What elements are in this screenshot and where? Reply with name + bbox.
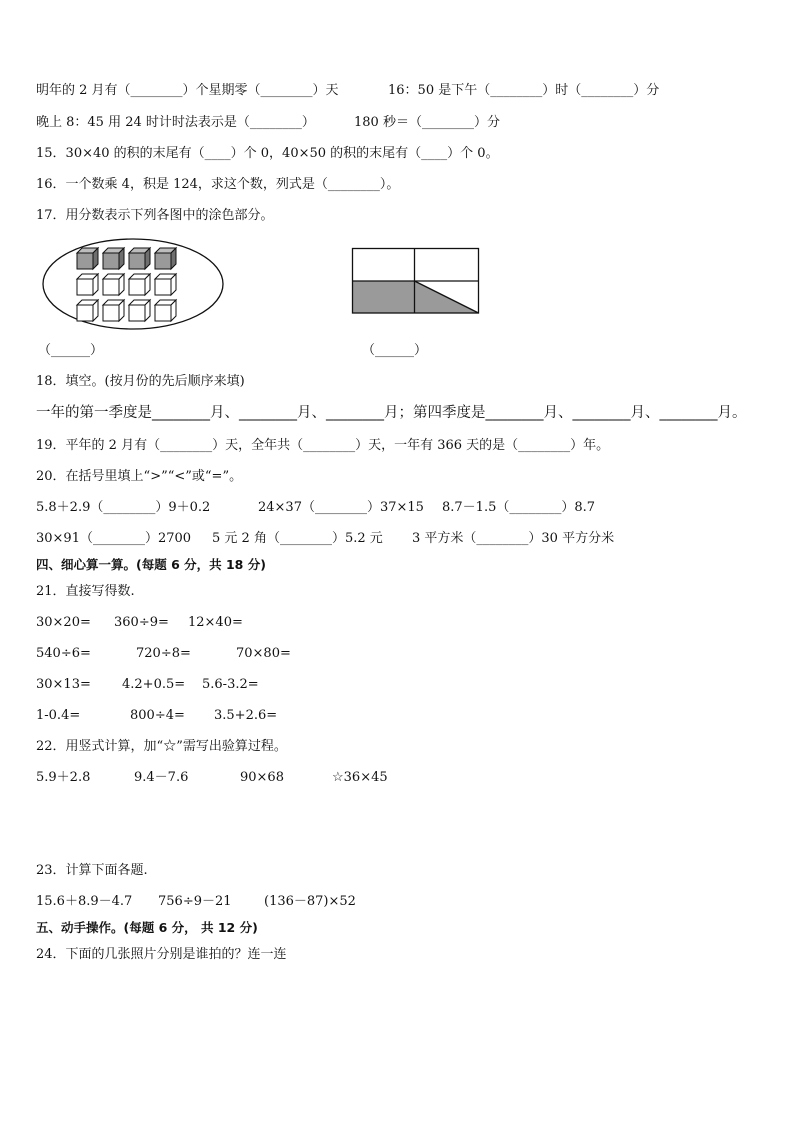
seconds-question: 180 秒＝（________）分	[354, 115, 500, 130]
oral-calc-item: 800÷4=	[130, 708, 185, 723]
oral-calc-item: 1-0.4=	[36, 708, 81, 723]
compare-item: 30×91（________）2700	[36, 531, 192, 546]
oral-calc-item: 12×40=	[188, 615, 243, 630]
question-22: 22．用竖式计算，加“☆”需写出验算过程。	[36, 739, 287, 754]
vertical-calc-item: 5.9＋2.8	[36, 770, 91, 785]
cubes-ellipse-figure	[40, 236, 226, 332]
section-5-heading: 五、动手操作。(每题 6 分， 共 12 分)	[36, 920, 258, 935]
vertical-calc-item: 9.4－7.6	[134, 770, 189, 785]
shaded-cube	[129, 248, 150, 269]
mixed-calc-item: (136－87)×52	[264, 894, 356, 909]
question-21: 21．直接写得数.	[36, 584, 135, 599]
compare-item: 5.8＋2.9（________）9＋0.2	[36, 500, 211, 515]
oral-calc-item: 70×80=	[236, 646, 291, 661]
shaded-cube	[77, 248, 98, 269]
weeks-days-question: 明年的 2 月有（________）个星期零（________）天	[36, 83, 339, 98]
vertical-calc-item: 90×68	[240, 770, 284, 785]
question-17: 17．用分数表示下列各图中的涂色部分。	[36, 208, 274, 223]
question-18: 18．填空。(按月份的先后顺序来填)	[36, 374, 245, 389]
24h-time-question: 晚上 8：45 用 24 时计时法表示是（________）	[36, 115, 315, 130]
question-23: 23．计算下面各题.	[36, 863, 148, 878]
cube	[129, 274, 150, 295]
question-15: 15．30×40 的积的末尾有（____）个 0，40×50 的积的末尾有（____）个 0。	[36, 146, 499, 161]
cube	[77, 274, 98, 295]
question-19: 19．平年的 2 月有（________）天，全年共（________）天，一年有 366 天的是（________）年。	[36, 438, 610, 453]
oral-calc-item: 4.2+0.5=	[122, 677, 186, 692]
shaded-cube	[155, 248, 176, 269]
compare-item: 3 平方米（________）30 平方分米	[412, 531, 615, 546]
question-16: 16．一个数乘 4，积是 124，求这个数，列式是（________）。	[36, 177, 400, 192]
compare-item: 8.7－1.5（________）8.7	[442, 500, 596, 515]
answer-blank-figure-a[interactable]: （______）	[38, 343, 104, 358]
fraction-rectangle-figure	[350, 246, 482, 318]
shaded-cube	[103, 248, 124, 269]
oral-calc-item: 540÷6=	[36, 646, 91, 661]
oral-calc-item: 3.5+2.6=	[214, 708, 278, 723]
cube	[155, 300, 176, 321]
compare-item: 24×37（________）37×15	[258, 500, 424, 515]
cube	[103, 300, 124, 321]
answer-blank-figure-b[interactable]: （______）	[362, 343, 428, 358]
section-4-heading: 四、细心算一算。(每题 6 分，共 18 分)	[36, 557, 266, 572]
mixed-calc-item: 15.6＋8.9－4.7	[36, 894, 133, 909]
cube	[129, 300, 150, 321]
time-question: 16：50 是下午（________）时（________）分	[388, 83, 660, 98]
cube	[155, 274, 176, 295]
question-20: 20．在括号里填上“>”“<”或“=”。	[36, 469, 243, 484]
oral-calc-item: 5.6-3.2=	[202, 677, 259, 692]
vertical-calc-item: ☆36×45	[332, 770, 388, 785]
oral-calc-item: 720÷8=	[136, 646, 191, 661]
compare-item: 5 元 2 角（________）5.2 元	[212, 531, 383, 546]
question-24: 24．下面的几张照片分别是谁拍的？连一连	[36, 947, 287, 962]
cube	[103, 274, 124, 295]
oral-calc-item: 30×13=	[36, 677, 91, 692]
oral-calc-item: 30×20=	[36, 615, 91, 630]
mixed-calc-item: 756÷9－21	[158, 894, 232, 909]
oral-calc-item: 360÷9=	[114, 615, 169, 630]
question-18-fill-line: 一年的第一季度是________月、________月、________月；第四季度是________月、________月、________月。	[36, 405, 747, 421]
cube	[77, 300, 98, 321]
